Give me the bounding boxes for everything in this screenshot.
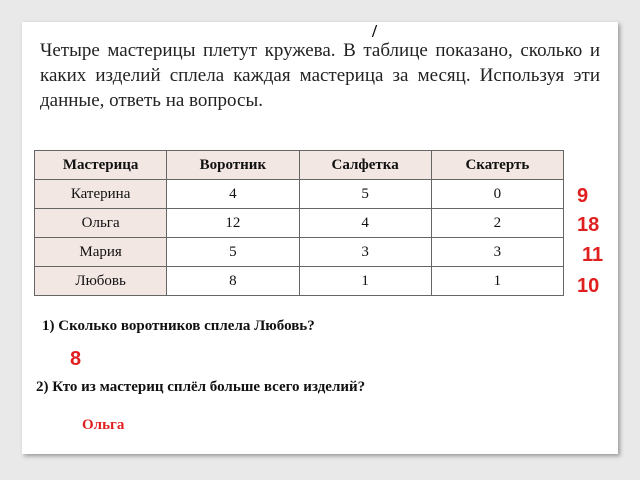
table-header-row xyxy=(35,151,564,180)
table-row xyxy=(35,180,564,209)
cell-napkin: 1 xyxy=(299,267,431,296)
cell-tablecloth: 0 xyxy=(431,180,563,209)
cell-napkin: 4 xyxy=(299,209,431,238)
cell-napkin: 3 xyxy=(299,238,431,267)
question-1: 1) Сколько воротников сплела Любовь? xyxy=(42,318,315,334)
cell-tablecloth: 2 xyxy=(431,209,563,238)
cell-napkin: 5 xyxy=(299,180,431,209)
header-craftswoman: Мастерица xyxy=(35,151,167,180)
row-total: 10 xyxy=(577,275,600,297)
header-tablecloth: Скатерть xyxy=(431,151,563,180)
row-name: Катерина xyxy=(35,180,167,209)
table-row xyxy=(35,238,564,267)
header-collar: Воротник xyxy=(167,151,299,180)
question-2: 2) Кто из мастериц сплёл больше всего изделий? xyxy=(36,379,366,395)
intro-text: Четыре мастерицы плетут кружева. В таблице показано, сколько и каких изделий сплела каждая мастерица за месяц. Используя эти данные, ответь на вопросы. xyxy=(40,40,600,111)
pen-mark: / xyxy=(372,21,378,41)
cell-collar: 4 xyxy=(167,180,299,209)
cell-tablecloth: 1 xyxy=(431,267,563,296)
crafts-table xyxy=(34,150,564,296)
row-total: 18 xyxy=(577,214,600,236)
row-total: 9 xyxy=(577,185,589,207)
header-napkin: Салфетка xyxy=(299,151,431,180)
row-name: Ольга xyxy=(35,209,167,238)
cell-collar: 8 xyxy=(167,267,299,296)
cell-collar: 5 xyxy=(167,238,299,267)
table-row xyxy=(35,209,564,238)
table-row xyxy=(35,267,564,296)
row-total: 11 xyxy=(582,244,604,266)
answer-2: Ольга xyxy=(82,417,125,433)
answer-1: 8 xyxy=(70,348,82,370)
cell-tablecloth: 3 xyxy=(431,238,563,267)
row-name: Любовь xyxy=(35,267,167,296)
row-name: Мария xyxy=(35,238,167,267)
cell-collar: 12 xyxy=(167,209,299,238)
